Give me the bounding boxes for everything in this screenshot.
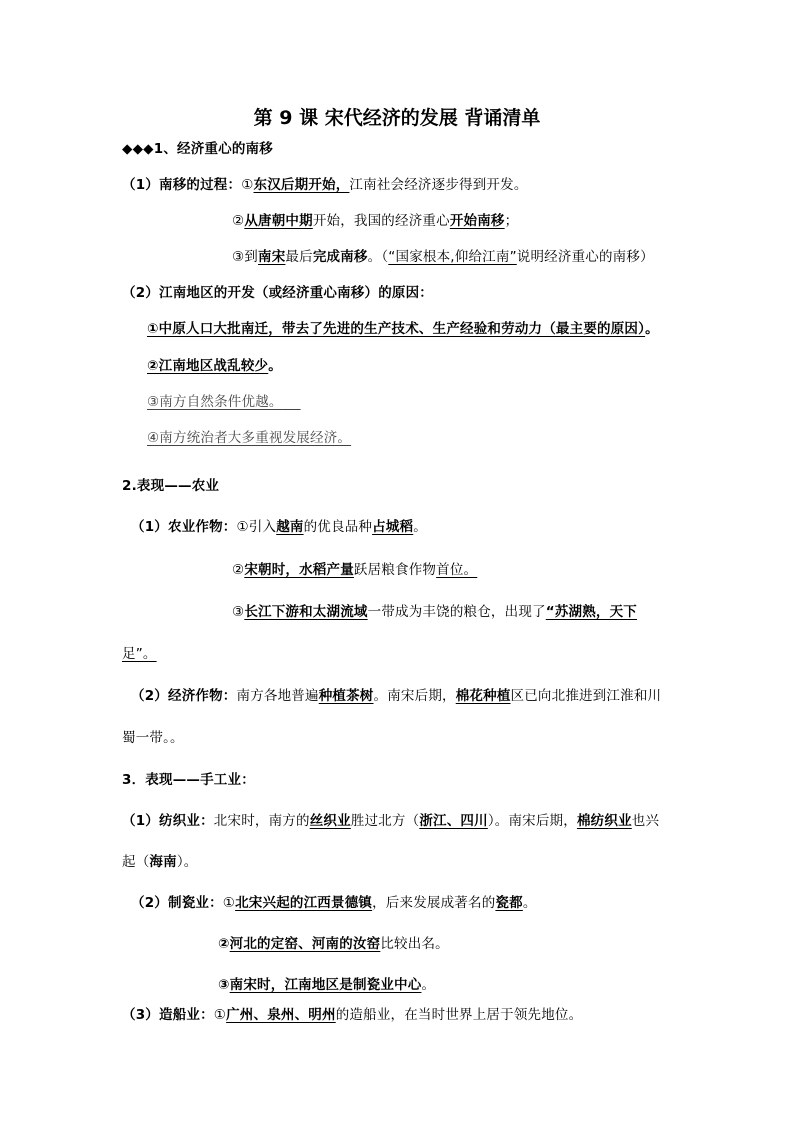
s1-reason-3	[147, 393, 301, 411]
s3-t2-d: 瓷都	[495, 895, 523, 911]
s3-line-porcelain	[131, 894, 537, 912]
s1-reason-2	[147, 357, 282, 375]
s2-c1-a: ①引入	[236, 519, 277, 535]
s1-p3-a: ③到	[232, 249, 259, 265]
s2-line-crops	[131, 518, 427, 536]
s3-t1b-a: 起（	[122, 854, 150, 870]
s2-e1-e: 区已向北推进到江淮和川	[510, 688, 662, 704]
s3-line-shipbuilding	[122, 1006, 582, 1024]
s1-line-process	[122, 176, 528, 194]
s2-c1-c: 的优良品种	[303, 519, 373, 535]
s3-t2-b: 北宋兴起的江西景德镇	[235, 895, 373, 911]
s2-line-cash-crops	[131, 687, 661, 705]
s1-p1-num: ①	[241, 177, 254, 193]
s3-t1b-c: ）。	[176, 854, 198, 870]
s3-t1b-b: 海南	[149, 854, 177, 870]
s2-c3-b: 长江下游和太湖流域	[244, 604, 368, 620]
s2-e1-c: 。南宋后期，	[373, 688, 456, 704]
s1-p3-b: 南宋	[258, 249, 286, 265]
s2-c2-a: ②	[232, 562, 245, 578]
s3-t1-b: 丝织业	[309, 813, 351, 829]
s3-t5-c: 的造船业，在当时世界上居于领先地位。	[335, 1007, 583, 1023]
s1-reason-2-text: ②江南地区战乱较少	[147, 358, 269, 374]
section-1-heading: ◆◆◆1、经济重心的南移	[122, 141, 273, 157]
s1-p3-g: 说明经济重心的南移）	[516, 249, 654, 265]
s1-reason-4	[147, 429, 351, 447]
s3-line-kilns	[218, 935, 449, 953]
s3-t3-b: 河北的定窑、河南的汝窑	[229, 936, 381, 952]
s2-c2-c: 跃居粮食作物	[353, 562, 437, 578]
s3-t2-e: 。	[522, 895, 537, 911]
s1-p3-d: 完成南移	[312, 249, 368, 265]
s2-c1-b: 越南	[276, 519, 304, 535]
s2-line-3-cont	[122, 645, 157, 663]
s1-line-2	[232, 212, 518, 230]
s1-reason-1-end: 。	[645, 321, 659, 337]
s3-t3-c: 比较出名。	[380, 936, 449, 952]
s3-t1-c: 胜过北方（	[350, 813, 420, 829]
s3-line-textile-cont	[122, 853, 197, 871]
s1-p3-c: 最后	[285, 249, 313, 265]
section-2-heading: 2.表现——农业	[122, 478, 220, 494]
s2-c2-b: 宋朝时，水稻产量	[244, 562, 354, 578]
s2-e1-label: （2）经济作物：	[131, 688, 237, 704]
s1-p2-end: ；	[504, 213, 519, 229]
s3-line-center	[218, 976, 435, 994]
s1-p3-f: “国家根本,仰给江南”	[388, 249, 517, 265]
s1-p2-key2: 开始南移	[449, 213, 505, 229]
s3-t4-b: 南宋时，江南地区是制瓷业中心	[229, 977, 422, 993]
s3-t5-label: （3）造船业：	[122, 1007, 214, 1023]
s1-p1-rest: 江南社会经济逐步得到开发。	[349, 177, 528, 193]
s3-t1-f: 棉纺织业	[576, 813, 632, 829]
s2-line-2	[232, 561, 477, 579]
s2-c3-c: 一带成为丰饶的粮仓，出现了	[367, 604, 546, 620]
s1-p2-mid: 开始，我国的经济重心	[312, 213, 450, 229]
s1-p3-e: 。（	[367, 249, 389, 265]
s2-c1-label: （1）农业作物：	[131, 519, 237, 535]
s2-line-cash-crops-cont: 蜀一带。。	[122, 730, 184, 746]
s3-t1-g: 也兴	[631, 813, 660, 829]
s3-t1-label: （1）纺织业：	[122, 813, 214, 829]
s3-t2-c: ，后来发展成著名的	[372, 895, 496, 911]
s1-reason-3-text: ③南方自然条件优越。	[147, 394, 283, 410]
s2-e1-a: 南方各地普遍	[236, 688, 319, 704]
s3-t3-a: ②	[218, 936, 230, 952]
s1-p2-num: ②	[232, 213, 245, 229]
s3-t2-a: ①	[222, 895, 236, 911]
s3-line-textile	[122, 812, 659, 830]
s2-c1-e: 。	[413, 519, 427, 535]
s3-t1-d: 浙江、四川	[419, 813, 488, 829]
s1-reasons-heading: （2）江南地区的开发（或经济重心南移）的原因：	[122, 285, 433, 301]
s3-t2-label: （2）制瓷业：	[131, 895, 223, 911]
s1-reason-2-end: 。	[268, 358, 282, 374]
s2-c3b: 足”。	[122, 646, 157, 662]
s2-c2-d: 首位。	[436, 562, 478, 578]
s1-reason-4-text: ④南方统治者大多重视发展经济。	[147, 430, 352, 446]
s3-t4-c: 。	[421, 977, 436, 993]
s1-line-3	[232, 248, 654, 266]
page-title: 第 9 课 宋代经济的发展 背诵清单	[253, 107, 541, 129]
s2-c1-d: 占城稻	[372, 519, 414, 535]
s3-t1-a: 北宋时，南方的	[213, 813, 310, 829]
s1-process-label: （1）南移的过程：	[122, 177, 242, 193]
s2-c3-d: “苏湖熟，天下	[545, 604, 638, 620]
s3-t5-b: 广州、泉州、明州	[226, 1007, 336, 1023]
s3-t4-a: ③	[218, 977, 230, 993]
s2-c3-a: ③	[232, 604, 245, 620]
s1-p1-key: 东汉后期开始，	[253, 177, 350, 193]
s2-line-3	[232, 603, 637, 621]
s3-t5-a: ①	[213, 1007, 227, 1023]
s1-reason-1-text: ①中原人口大批南迁，带去了先进的生产技术、生产经验和劳动力（最主要的原因）	[147, 321, 646, 337]
s2-e1-b: 种植茶树	[318, 688, 374, 704]
s3-t1-e: ）。南宋后期，	[487, 813, 577, 829]
s1-p2-key: 从唐朝中期	[244, 213, 313, 229]
s1-reason-1	[147, 320, 659, 338]
section-3-heading: 3．表现——手工业：	[122, 772, 255, 788]
s2-e1-d: 棉花种植	[455, 688, 511, 704]
